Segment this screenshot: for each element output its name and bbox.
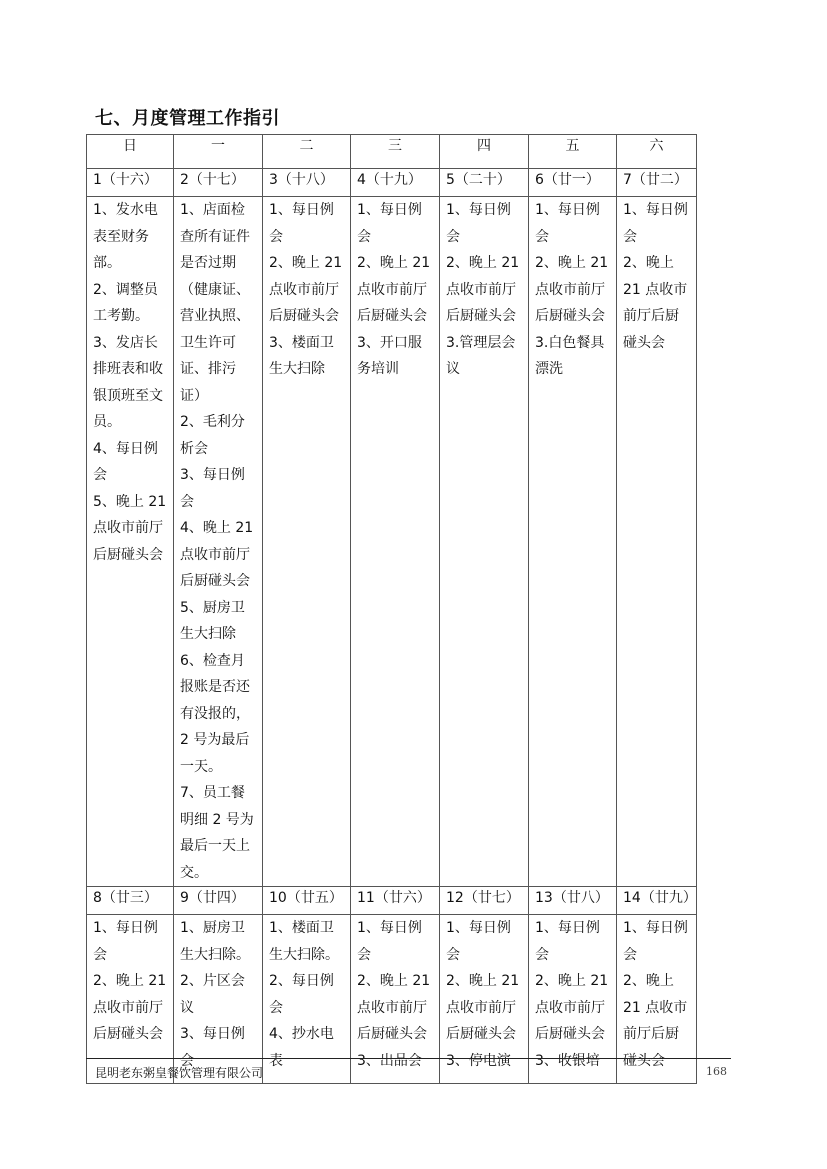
date-cell: 13（廿八） [529, 887, 617, 915]
weekday-header: 六 [617, 135, 697, 169]
task-item: 1、每日例会 [535, 920, 600, 963]
monthly-schedule-table [86, 134, 697, 1084]
weekday-header: 日 [87, 135, 174, 169]
task-item: 2、晚上 21 点收市前厅后厨碰头会 [93, 973, 167, 1042]
task-item: 4、抄水电表 [269, 1026, 334, 1069]
task-item: 2、晚上 21 点收市前厅后厨碰头会 [357, 973, 431, 1042]
task-item: 1、店面检查所有证件是否过期（健康证、营业执照、卫生许可证、排污证） [180, 202, 250, 404]
task-item: 2、毛利分析会 [180, 414, 245, 457]
task-item: 1、每日例会 [623, 202, 688, 245]
date-cell: 11（廿六） [351, 887, 440, 915]
task-item: 2、晚上 21 点收市前厅后厨碰头会 [623, 255, 688, 351]
task-item: 3、发店长排班表和收银顶班至文员。 [93, 334, 163, 430]
task-cell [174, 197, 263, 887]
task-item: 1、每日例会 [446, 920, 511, 963]
task-cell [263, 197, 351, 887]
task-item: 1、楼面卫生大扫除。 [269, 920, 339, 963]
page-title: 七、月度管理工作指引 [95, 108, 280, 129]
task-item: 1、每日例会 [93, 920, 158, 963]
task-item: 1、每日例会 [357, 202, 422, 245]
footer-divider [86, 1058, 731, 1059]
task-item: 3.白色餐具漂洗 [535, 334, 605, 377]
task-item: 2、调整员工考勤。 [93, 281, 158, 324]
date-cell: 12（廿七） [440, 887, 529, 915]
date-cell: 4（十九） [351, 169, 440, 197]
task-item: 1、每日例会 [357, 920, 422, 963]
weekday-header: 四 [440, 135, 529, 169]
weekday-header: 三 [351, 135, 440, 169]
task-item: 2、晚上 21 点收市前厅后厨碰头会 [446, 973, 520, 1042]
date-cell: 14（廿九） [617, 887, 697, 915]
task-item: 3、开口服务培训 [357, 334, 422, 377]
task-item: 3、楼面卫生大扫除 [269, 334, 334, 377]
weekday-header-row [87, 135, 697, 169]
task-item: 3、每日例会 [180, 467, 245, 510]
task-item: 2、片区会议 [180, 973, 245, 1016]
task-item: 3、收银培 [535, 1052, 600, 1069]
date-row-week-2 [87, 887, 697, 915]
weekday-header: 五 [529, 135, 617, 169]
task-item: 5、晚上 21 点收市前厅后厨碰头会 [93, 493, 167, 563]
task-item: 3、每日例会 [180, 1026, 245, 1069]
weekday-header: 二 [263, 135, 351, 169]
date-cell: 5（二十） [440, 169, 529, 197]
task-item: 7、员工餐明细 2 号为最后一天上交。 [180, 785, 254, 881]
date-cell: 2（十七） [174, 169, 263, 197]
date-row-week-1 [87, 169, 697, 197]
weekday-header: 一 [174, 135, 263, 169]
date-cell: 3（十八） [263, 169, 351, 197]
task-cell [440, 197, 529, 887]
date-cell: 7（廿二） [617, 169, 697, 197]
task-item: 1、每日例会 [535, 202, 600, 245]
date-cell: 6（廿一） [529, 169, 617, 197]
task-item: 5、厨房卫生大扫除 [180, 599, 245, 642]
date-cell: 1（十六） [87, 169, 174, 197]
task-item: 2、晚上 21 点收市前厅后厨碰头会 [623, 973, 688, 1069]
page-number: 168 [706, 1065, 727, 1078]
task-item: 3.管理层会议 [446, 334, 516, 377]
date-cell: 8（廿三） [87, 887, 174, 915]
task-item: 4、每日例会 [93, 440, 158, 483]
task-item: 2、晚上 21 点收市前厅后厨碰头会 [535, 973, 609, 1042]
task-cell [617, 197, 697, 887]
date-cell: 9（廿四） [174, 887, 263, 915]
footer-company: 昆明老东粥皇餐饮管理有限公司 [95, 1066, 264, 1080]
task-row-week-1 [87, 197, 697, 887]
task-item: 6、检查月报账是否还有没报的，2 号为最后一天。 [180, 652, 250, 775]
task-item: 3、出品会 [357, 1052, 422, 1069]
task-item: 4、晚上 21 点收市前厅后厨碰头会 [180, 520, 254, 589]
task-item: 2、晚上 21 点收市前厅后厨碰头会 [269, 255, 343, 324]
task-item: 1、每日例会 [446, 202, 511, 245]
task-item: 1、每日例会 [623, 920, 688, 963]
task-cell [87, 197, 174, 887]
task-item: 2、晚上 21 点收市前厅后厨碰头会 [446, 255, 520, 324]
date-cell: 10（廿五） [263, 887, 351, 915]
task-item: 1、厨房卫生大扫除。 [180, 920, 250, 963]
task-item: 1、发水电表至财务部。 [93, 202, 158, 271]
task-item: 1、每日例会 [269, 202, 334, 245]
task-item: 3、停电演 [446, 1052, 511, 1069]
task-cell [529, 197, 617, 887]
task-item: 2、晚上 21 点收市前厅后厨碰头会 [357, 255, 431, 324]
task-item: 2、每日例会 [269, 973, 334, 1016]
task-item: 2、晚上 21 点收市前厅后厨碰头会 [535, 255, 609, 324]
task-cell [351, 197, 440, 887]
